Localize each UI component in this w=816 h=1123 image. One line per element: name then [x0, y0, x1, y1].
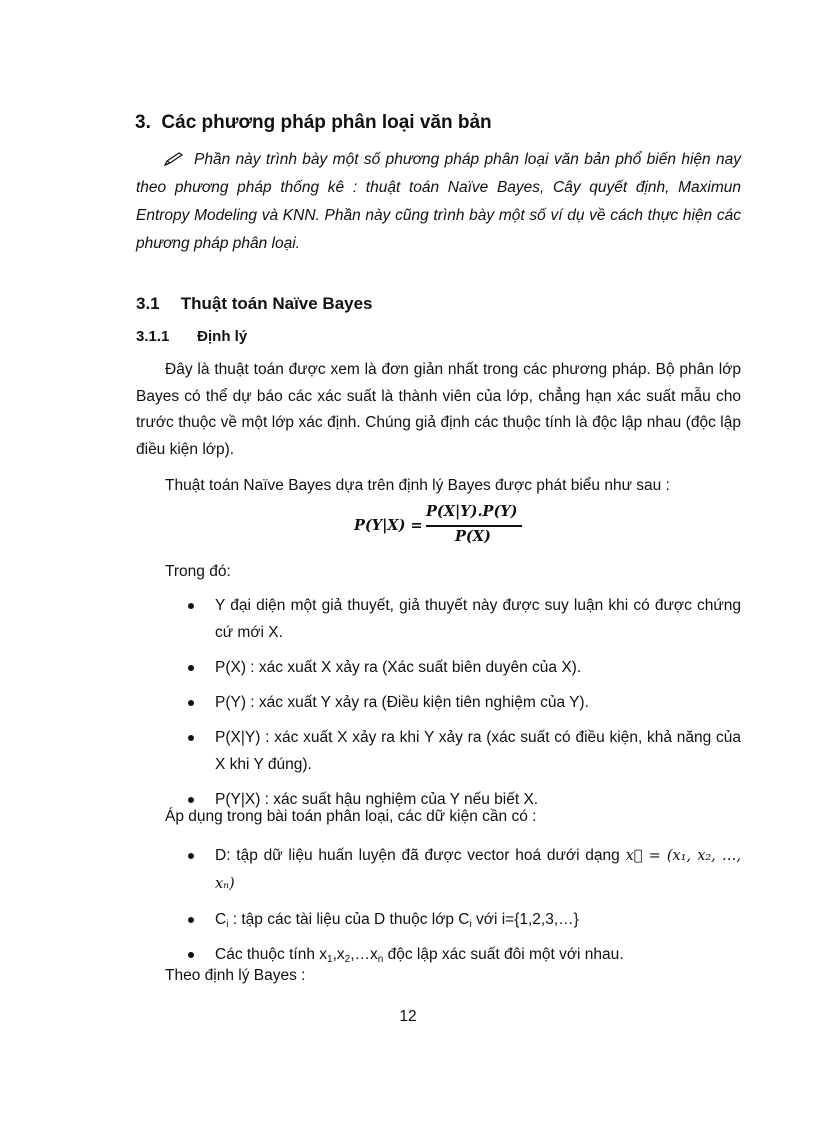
subsubsection-heading	[136, 328, 247, 345]
formula-denominator: P(X)	[455, 528, 491, 545]
subsection-number: 3.1	[136, 294, 160, 313]
data-list	[136, 842, 741, 976]
list-item-text: P(X|Y) : xác xuất X xảy ra khi Y xảy ra (xác suất có điều kiện, khả năng của X khi Y đúng).	[215, 729, 741, 773]
list-item-text: D: tập dữ liệu huấn luyện đã được vector hoá dưới dạng	[215, 847, 620, 864]
list-item	[136, 654, 741, 681]
apply-label: Áp dụng trong bài toán phân loại, các dữ kiện cần có :	[165, 808, 537, 825]
bullet-icon	[188, 917, 194, 923]
list-item: Các thuộc tính $x_1,x_2,\dots x_n$ độc lập xác suất đôi một với nhau.	[136, 941, 741, 968]
fraction-bar	[426, 525, 522, 527]
bullet-icon	[188, 952, 194, 958]
section-title: Các phương pháp phân loại văn bản	[161, 112, 492, 133]
subsubsection-title: Định lý	[197, 328, 248, 345]
list-item-text: P(X) : xác xuất X xảy ra (Xác suất biên duyên của X).	[215, 659, 582, 676]
list-item	[136, 842, 741, 898]
section-number: 3.	[135, 112, 151, 133]
list-item-text: độc lập xác suất đôi một với nhau.	[383, 946, 624, 963]
formula-numerator: P(X|Y).P(Y)	[426, 503, 518, 520]
subscript: i	[469, 919, 472, 930]
definitions-list	[136, 592, 741, 821]
subscript: 1	[327, 954, 333, 965]
bayes-label: Theo định lý Bayes :	[165, 967, 306, 984]
bullet-icon	[188, 603, 194, 609]
list-item-text: P(Y) : xác xuất Y xảy ra (Điều kiện tiên nghiệm của Y).	[215, 694, 589, 711]
section-heading	[135, 112, 492, 134]
subscript: n	[377, 954, 384, 965]
list-item-text: P(Y|X) : xác suất hậu nghiệm của Y nếu biết X.	[215, 791, 539, 808]
bayes-formula	[354, 503, 529, 551]
paragraph-definition	[136, 357, 741, 463]
intro-paragraph	[136, 146, 741, 258]
bullet-icon	[188, 700, 194, 706]
intro-text: Phần này trình bày một số phương pháp phân loại văn bản phổ biến hiện nay theo phương pháp thống kê : thuật toán Naïve Bayes, Cây quyết định, Maximun Entropy Modeling và KNN. Phần này cũng trình bày một số ví dụ về cách thực hiện các phương pháp phân loại.	[136, 151, 741, 252]
where-label: Trong đó:	[165, 563, 231, 580]
paragraph-bayes-intro: Thuật toán Naïve Bayes dựa trên định lý Bayes được phát biểu như sau :	[165, 477, 670, 494]
bullet-icon	[188, 735, 194, 741]
list-item-text: C	[215, 911, 227, 928]
subscript: 2	[344, 954, 351, 965]
subsection-heading	[136, 294, 373, 314]
list-item-text: Các thuộc tính x	[215, 946, 328, 963]
list-item	[136, 906, 741, 933]
page-number: 12	[399, 1008, 417, 1025]
subsection-title: Thuật toán Naïve Bayes	[180, 294, 373, 313]
list-item	[136, 724, 741, 778]
formula-lhs: P(Y|X) =	[354, 517, 423, 534]
list-item-text: Y đại diện một giả thuyết, giả thuyết này được suy luận khi có được chứng cứ mới X.	[215, 597, 741, 641]
bullet-icon	[188, 797, 194, 803]
subsubsection-number: 3.1.1	[136, 328, 170, 345]
vector-formula: x⃗ = (x₁, x₂, …, xₙ)	[215, 848, 742, 892]
bullet-icon	[188, 665, 194, 671]
subscript: i	[226, 919, 229, 930]
list-item-text: : tập các tài liệu của D thuộc lớp C	[228, 911, 470, 928]
pencil-icon	[136, 146, 194, 174]
paragraph-definition-text: Đây là thuật toán được xem là đơn giản nhất trong các phương pháp. Bộ phân lớp Bayes có thể dự báo các xác suất là thành viên của lớp, chẳng hạn xác suất mẫu cho trước thuộc về một lớp xác định. Chúng giả định các thuộc tính là độc lập nhau (độc lập điều kiện lớp).	[136, 361, 741, 458]
list-item	[136, 689, 741, 716]
bullet-icon	[188, 853, 194, 859]
list-item-text: với i={1,2,3,…}	[471, 911, 579, 928]
list-item	[136, 592, 741, 646]
